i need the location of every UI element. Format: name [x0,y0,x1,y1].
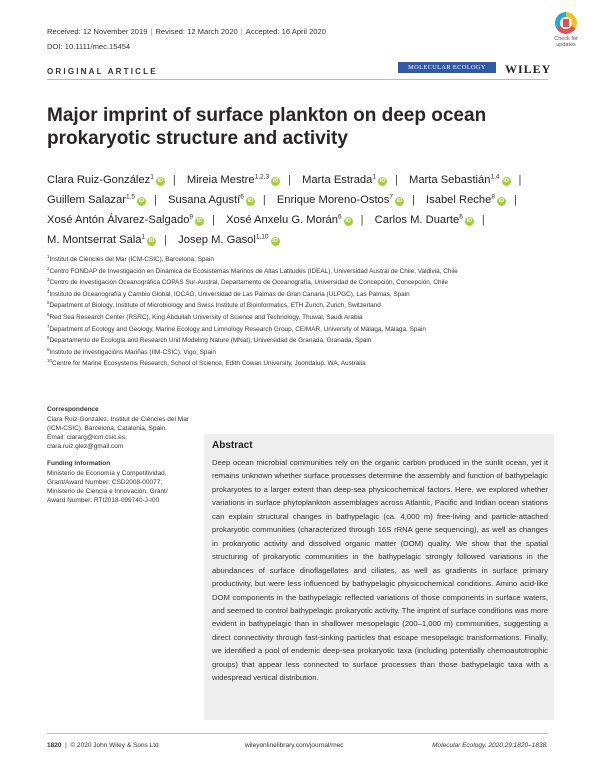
abstract-box [204,434,554,720]
crossmark-icon [555,12,577,34]
orcid-icon[interactable]: iD [272,238,278,244]
affiliation-number: 3 [47,277,50,283]
affiliation-number: 6 [47,311,50,317]
footer-divider [47,733,548,734]
author-name[interactable] [47,214,204,226]
author-affiliation-ref: 6 [338,213,342,221]
author-name[interactable] [47,234,156,246]
author-text: Isabel Reche [426,194,492,206]
author-list [47,170,557,250]
header-divider [47,79,548,80]
author-separator: | [412,194,415,206]
author-text: Marta Estrada [302,174,373,186]
author-name[interactable] [226,214,353,226]
author-separator: | [164,234,168,246]
author-name[interactable] [178,234,279,246]
orcid-icon[interactable]: iD [138,198,145,204]
abstract-heading: Abstract [212,440,253,451]
author-text: Mireia Mestre [186,174,255,186]
orcid-icon[interactable]: iD [396,198,403,204]
affiliation-number: 2 [47,265,50,271]
affiliation-text: Institut de Ciències del Mar (ICM-CSIC), Barcelona, Spain [49,256,214,263]
author-separator: | [212,214,215,226]
footer-left: 1820 | © 2020 John Wiley & Sons Ltd [47,742,159,749]
affiliation-number: 9 [47,346,50,352]
sidebar [47,405,197,513]
author-separator: | [154,194,157,206]
author-separator: | [288,174,291,186]
author-separator: | [481,214,485,226]
affiliation-text: Instituto de Oceanografía y Cambio Global, IOCAG, Universidad de Las Palmas de Gran Canaria (ULPGC), Las Palmas, Spain [49,290,410,298]
orcid-icon[interactable]: iD [272,178,279,184]
author-text: Josep M. Gasol [178,234,256,246]
author-affiliation-ref: 1,4 [490,173,500,181]
author-text: Carlos M. Duarte [374,214,460,226]
author-text: Xosé Anxelu G. Morán [226,214,338,226]
abstract-text: Deep ocean microbial communities rely on the organic carbon produced in the sunlit ocean, yet it remains unknown whether surface processes determine the assembly and function of bathypelagic prokaryotes to a larger extent than deep-sea physicochemical factors. Here, we explored whether variations in surface phytoplankton assemblages across Atlantic, Pacific and Indian ocean stations can explain structural changes in bathypelagic (ca. 4,000 m) free-living and particle-attached prokaryotic communities (characterized through 16S rRNA gene sequencing), as well as changes in prokaryotic activity and dissolved organic matter (DOM) quality. We show that the spatial structuring of prokaryotic communities in the bathypelagic strongly followed variations in the abundances of surface dinoflagellates and ciliates, as well as gradients in surface primary productivity, but were less influenced by bathypelagic physicochemical conditions. Amino acid-like DOM components in the bathypelagic reflected variations of those components in surface waters, and seemed to control bathypelagic prokaryotic activity. The imprint of surface conditions was more evident in bathypelagic than in shallower mesopelagic (200–1,000 m) communities, suggesting a direct connectivity through fast-sinking particles that escape mesopelagic transformations. Finally, we identified a pool of endemic deep-sea prokaryotic taxa (including potentially chemoautotrophic groups) that appear less connected to surface processes than those bathypelagic taxa with a widespread vertical distribution. [212,458,548,683]
affiliation-item [47,358,557,370]
author-affiliation-ref: 8 [491,193,495,201]
author-text: Clara Ruiz-González [47,174,151,186]
affiliation-item [47,277,557,289]
author-separator: | [395,174,398,186]
author-separator: | [172,174,176,186]
page-number: 1820 [47,742,62,749]
affiliation-text: Department of Ecology and Geology, Marine Ecology and Limnology Research Group, CEIMAR, University of Málaga, Málaga, Spain [49,325,426,333]
article-type: ORIGINAL ARTICLE [47,67,158,76]
affiliations [47,254,557,370]
author-text: Guillem Salazar [47,194,126,206]
orcid-icon[interactable]: iD [157,178,164,184]
author-text: Xosé Antón Álvarez-Salgado [47,214,190,226]
author-affiliation-ref: 9 [189,213,194,221]
orcid-icon[interactable]: iD [379,178,386,184]
orcid-icon[interactable]: iD [498,198,505,204]
orcid-icon[interactable]: iD [503,178,509,184]
author-name[interactable] [187,174,280,186]
affiliation-item [47,324,557,336]
author-name[interactable] [47,194,146,206]
author-text: Marta Sebastián [409,174,491,186]
funding-line: Grant/Award Number: CSD2008-00077; [47,479,163,486]
author-affiliation-ref: 1 [372,173,376,181]
received-date: Received: 12 November 2019 [47,27,148,36]
orcid-icon[interactable]: iD [466,218,473,224]
funding-line: Award Number: RTI2018-099740-J-I00 [47,497,160,504]
submission-dates: Received: 12 November 2019 | Revised: 12 March 2020 | Accepted: 16 April 2020 [47,27,326,36]
author-affiliation-ref: 6 [459,213,463,221]
author-affiliation-ref: 1,5 [125,193,136,201]
affiliation-number: 5 [47,300,50,306]
affiliation-number: 4 [47,288,50,294]
revised-date: Revised: 12 March 2020 [155,27,238,36]
correspondence-email[interactable]: Email: clararg@icm.csic.es, clara.ruiz.glez@gmail.com [47,434,127,450]
affiliation-text: Instituto de Investigacións Mariñas (IIM-CSIC), Vigo, Spain [49,348,216,356]
affiliation-text: Department of Biology, Institute of Microbiology and Swiss Institute of Bioinformatics, ETH Zurich, Zurich, Switzerland [49,302,381,310]
author-separator: | [513,194,517,206]
author-text: M. Montserrat Sala [47,234,142,246]
accepted-date: Accepted: 16 April 2020 [245,27,326,36]
author-separator: | [262,194,266,206]
affiliation-item [47,347,557,359]
affiliation-item [47,312,557,324]
publisher-logo[interactable]: WILEY [505,62,552,76]
affiliation-number: 1 [47,253,50,259]
check-for-updates-badge[interactable] [550,12,582,48]
affiliation-item [47,254,557,266]
author-name[interactable] [375,214,474,226]
doi[interactable]: DOI: 10.1111/mec.15454 [47,42,131,51]
orcid-icon[interactable]: iD [247,198,254,204]
author-affiliation-ref: 1 [150,173,154,181]
orcid-icon[interactable]: iD [196,218,203,224]
author-separator: | [518,174,522,186]
affiliation-number: 8 [47,335,50,341]
affiliation-number: 10 [47,358,53,364]
check-for-updates-label: Check for updates [554,36,578,48]
correspondence-heading: Correspondence [47,406,99,413]
funding-line: Ministerio de Ciencia e Innovación, Grant/ [47,488,168,495]
journal-url[interactable]: wileyonlinelibrary.com/journal/mec [245,742,344,749]
copyright: © 2020 John Wiley & Sons Ltd [70,742,159,749]
author-affiliation-ref: 1,10 [255,233,269,241]
correspondence-block [47,405,197,451]
author-name[interactable] [277,194,404,206]
affiliation-text: Centro FONDAP de Investigación en Dinámica de Ecosistemas Marinos de Altas Latitudes (IDEAL), Universidad Austral de Chile, Valdivia, Chile [49,267,458,275]
affiliation-text: Red Sea Research Center (RSRC), King Abdullah University of Science and Technology, Thuwal, Saudi Arabia [49,313,363,321]
affiliation-item [47,266,557,278]
author-name[interactable] [302,174,387,186]
author-text: Enrique Moreno-Ostos [276,194,390,206]
author-affiliation-ref: 1,2,3 [254,173,270,181]
orcid-icon[interactable]: iD [148,238,155,244]
author-affiliation-ref: 1 [141,233,146,241]
funding-block [47,459,197,505]
author-name[interactable] [168,194,255,206]
affiliation-item [47,289,557,301]
citation: Molecular Ecology. 2020;29:1820–1838. [432,742,548,749]
author-name[interactable] [409,174,511,186]
author-affiliation-ref: 7 [389,193,394,201]
author-text: Susana Agustí [168,194,241,206]
author-separator: | [360,214,364,226]
affiliation-item [47,300,557,312]
article-title: Major imprint of surface plankton on deep ocean prokaryotic structure and activity [47,105,487,149]
journal-logo[interactable]: MOLECULAR ECOLOGY [398,62,496,73]
author-name[interactable] [47,174,165,186]
author-affiliation-ref: 6 [240,193,244,201]
affiliation-text: Departamento de Ecología and Research Unit Modeling Nature (MNat), Universidad de Granada, Granada, Spain [49,337,372,345]
correspondence-text: Clara Ruiz-González, Institut de Ciències del Mar (ICM-CSIC), Barcelona, Catalonia, Spain. [47,416,189,432]
funding-heading: Funding information [47,460,111,467]
author-name[interactable] [426,194,506,206]
affiliation-text: Centro de Investigación Oceanográfica COPAS Sur-Austral, Departamento de Oceanografía, Universidad de Concepción, Concepción, Chile [49,279,448,287]
affiliation-number: 7 [47,323,50,329]
orcid-icon[interactable]: iD [345,218,351,224]
funding-line: Ministerio de Economía y Competitividad, [47,470,167,477]
affiliation-item [47,335,557,347]
affiliation-text: Centre for Marine Ecosystems Research, School of Science, Edith Cowan University, Joondalup, WA, Australia [52,360,366,368]
